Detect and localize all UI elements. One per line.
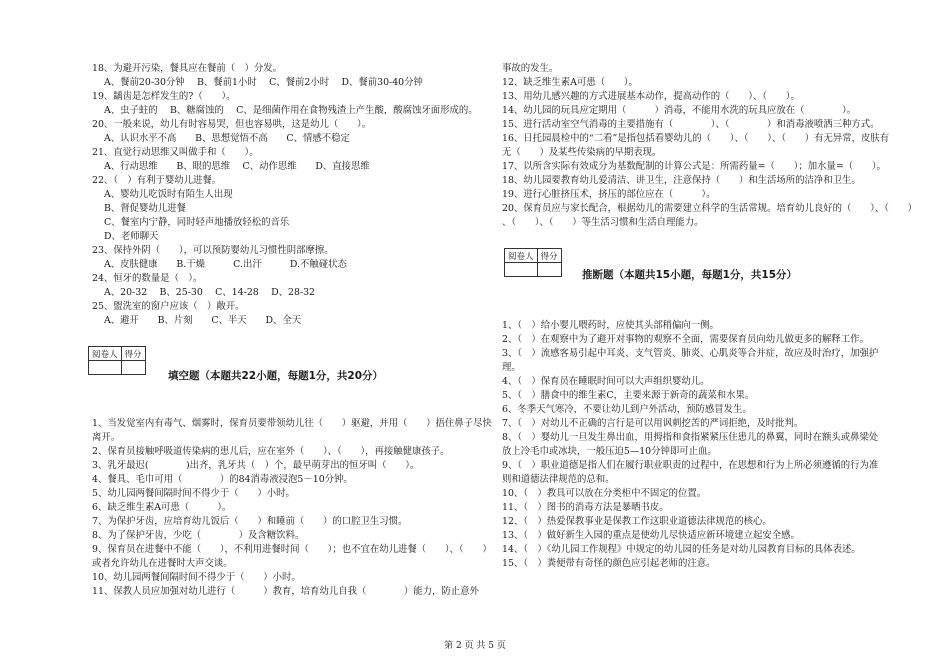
option-line: A、皮肤健康 B.干燥 C.出汗 D.不触碰状态 xyxy=(104,259,347,270)
fill-line: 4、餐具、毛巾可用（ ）的84消毒液浸泡5－10分钟。 xyxy=(92,474,353,485)
judge-line: 6、冬季天气寒冷，不要让幼儿到户外活动，预防感冒发生。 xyxy=(502,404,752,415)
judge-line: 12、（ ）热爱保教事业是保教工作这职业道德法律规范的核心。 xyxy=(502,516,772,527)
score-label: 得分 xyxy=(121,347,145,361)
judge-line: 7、（ ）对幼儿不正确的言行是可以用讽刺挖苦的严词拒绝，及时批判。 xyxy=(502,418,804,429)
judge-line: 13、（ ）做好新生入园的重点是使幼儿尽快适应新环境建立起安全感。 xyxy=(502,530,800,541)
judge-line: 理。 xyxy=(502,362,521,373)
question-line: 19、龋齿是怎样发生的?（ ）。 xyxy=(92,91,236,102)
fill-line: 17、以所含实际有效成分为基数配制的计算公式是：所需药量=（ ）；加水量=（ ）。 xyxy=(502,161,886,172)
judge-line: 10、（ ）教具可以放在分类柜中不固定的位置。 xyxy=(502,488,707,499)
score-label: 得分 xyxy=(537,249,561,263)
section-title-fill: 填空题（本题共22小题，每题1分，共20分） xyxy=(168,370,384,382)
question-line: 24、恒牙的数量是（ ）。 xyxy=(92,273,203,284)
fill-line: 18、幼儿园要教育幼儿爱清洁、讲卫生，注意保持（ ）和生活场所的洁净和卫生。 xyxy=(502,175,861,186)
judge-line: 14、（ ）《幼儿园工作规程》中规定的幼儿园的任务是对幼儿园教育目标的具体表述。 xyxy=(502,544,861,555)
option-line: C、餐室内宁静，同时轻声地播放轻松的音乐 xyxy=(104,217,290,228)
question-line: 21、直觉行动思维又叫做手和（ ）。 xyxy=(92,147,259,158)
option-line: A、行动思维 B、眼的思维 C、动作思维 D、直接思维 xyxy=(104,161,370,172)
judge-line: 11、（ ）图书的消毒方法是暴晒书皮。 xyxy=(502,502,669,513)
question-line: 20、一般来说，幼儿有时容易哭，但也容易哄，这是幼儿（ ）。 xyxy=(92,119,372,130)
score-cell[interactable] xyxy=(537,263,561,277)
reviewer-label: 阅卷人 xyxy=(89,347,122,361)
reviewer-label: 阅卷人 xyxy=(505,249,538,263)
fill-line: 6、缺乏维生素A可患（ ）。 xyxy=(92,502,232,513)
fill-line: 13、用幼儿感兴趣的方式进展基本动作，提高动作的（ ）、（ ）。 xyxy=(502,91,800,102)
fill-line: 5、幼儿园两餐间隔时间不得少于（ ）小时。 xyxy=(92,488,295,499)
option-line: A、餐前20-30分钟 B、餐前1小时 C、餐前2小时 D、餐前30-40分钟 xyxy=(104,77,423,88)
page-footer: 第 2 页 共 5 页 xyxy=(444,641,506,651)
judge-line: 8、（ ）婴幼儿一旦发生鼻出血，用拇指和食指紧紧压住患儿的鼻翼，同时在额头或鼻梁处 xyxy=(502,432,879,443)
option-line: A、婴幼儿吃饭时有陌生人出现 xyxy=(104,189,233,200)
judge-line: 9、（ ）职业道德是指人们在履行职业职责的过程中，在思想和行为上所必须遵循的行为准 xyxy=(502,460,879,471)
fill-line: 无（ ）及某些传染病的早期表现。 xyxy=(502,147,662,158)
judge-line: 则和道德法律规范的总和。 xyxy=(502,474,615,485)
judge-line: 4、（ ）保育员在睡眠时间可以大声组织婴幼儿。 xyxy=(502,376,710,387)
fill-line: 10、幼儿园两餐间隔时间不得少于（ ）小时。 xyxy=(92,572,301,583)
judge-line: 1、（ ）给小婴儿喂药时，应使其头部稍偏向一侧。 xyxy=(502,320,719,331)
question-line: 18、为避开污染，餐具应在餐前（ ）分发。 xyxy=(92,63,283,74)
fill-line: 、（ ）、（ ）等生活习惯和生活自理能力。 xyxy=(502,217,704,228)
fill-line: 14、幼儿园的玩具应定期用（ ）消毒，不能用水洗的玩具应放在（ ）。 xyxy=(502,105,857,116)
fill-line: 11、保教人员应加强对幼儿进行（ ）教育，培育幼儿自我（ ）能力，防止意外 xyxy=(92,586,479,597)
question-line: 22、（ ）有利于婴幼儿进餐。 xyxy=(92,175,222,186)
judge-line: 放上冷毛巾或冰块，一般压迫5—10分钟即可止血。 xyxy=(502,446,717,457)
question-line: 23、保持外阴（ ），可以预防婴幼儿习惯性阴部摩擦。 xyxy=(92,245,334,256)
fill-line: 15、进行活动室空气消毒的主要措施有（ ）、（ ）和消毒液喷洒三种方式。 xyxy=(502,119,880,130)
score-box xyxy=(504,248,562,277)
option-line: B、督促婴幼儿进餐 xyxy=(104,203,186,214)
judge-line: 5、（ ）膳食中的维生素C，主要来源于新奇的蔬菜和水果。 xyxy=(502,390,755,401)
reviewer-cell[interactable] xyxy=(89,361,122,375)
fill-line: 事故的发生。 xyxy=(502,63,559,74)
section-title-judge: 推断题（本题共15小题，每题1分，共15分） xyxy=(582,269,798,281)
option-line: A、认识水平不高 B、思想觉悟不高 C、情感不稳定 xyxy=(104,133,350,144)
fill-line: 12、缺乏维生素A可患（ ）。 xyxy=(502,77,638,88)
fill-line: 8、为了保护牙齿，少吃（ ）及含糖饮料。 xyxy=(92,530,305,541)
fill-line: 9、保育员在进餐中不能（ ），不利用进餐时间（ ）；也不宜在幼儿进餐（ ）、（ ） xyxy=(92,544,492,555)
judge-line: 3、（ ）流感客易引起中耳炎、支气管炎、肺炎、心肌炎等合并症，故应及时治疗，加强护 xyxy=(502,348,879,359)
fill-line: 20、保育员应与家长配合，根据幼儿的需要建立科学的生活常规。培育幼儿良好的（ ）、（ ） xyxy=(502,203,918,214)
fill-line: 2、保育员接触呼吸道传染病的患儿后，应在室外（ ）、（ ），再接触健康孩子。 xyxy=(92,446,450,457)
option-line: A、20-32 B、25-30 C、14-28 D、28-32 xyxy=(104,287,316,298)
fill-line: 离开。 xyxy=(92,432,121,443)
fill-line: 7、为保护牙齿，应培育幼儿饭后（ ）和睡前（ ）的口腔卫生习惯。 xyxy=(92,516,408,527)
fill-line: 16、日托园晨检中的“二看”是指包括看婴幼儿的（ ）、（ ）、（ ）有无异常，皮肤有 xyxy=(502,133,890,144)
judge-line: 15、（ ）粪便带有奇怪的颜色应引起老师的注意。 xyxy=(502,558,716,569)
option-line: D、老师聊天 xyxy=(104,231,159,242)
fill-line: 1、当发觉室内有毒气、烟雾时，保育员要带领幼儿往（ ）驱避，并用（ ）捂住鼻子尽快 xyxy=(92,418,492,429)
fill-line: 或者允许幼儿在进餐时大声交谈。 xyxy=(92,558,233,569)
option-line: A、避开 B、片刻 C、半天 D、全天 xyxy=(104,315,302,326)
reviewer-cell[interactable] xyxy=(505,263,538,277)
judge-line: 2、（ ）在观察中为了避开对事物的观察不全面，需要保育员向幼儿做更多的解释工作。 xyxy=(502,334,869,345)
option-line: A、虫子蛀的 B、糖腐蚀的 C、是细菌作用在食物残渣上产生酸，酸腐蚀牙面形成的。 xyxy=(104,105,478,116)
score-box xyxy=(88,346,146,375)
score-cell[interactable] xyxy=(121,361,145,375)
fill-line: 19、进行心脏挤压术，挤压的部位应在（ ）。 xyxy=(502,189,716,200)
fill-line: 3、乳牙最迟( )出齐，乳牙共（ ）个，最早萌芽出的恒牙叫（ ）。 xyxy=(92,460,420,471)
question-line: 25、盥洗室的窗户应该（ ）敞开。 xyxy=(92,301,245,312)
